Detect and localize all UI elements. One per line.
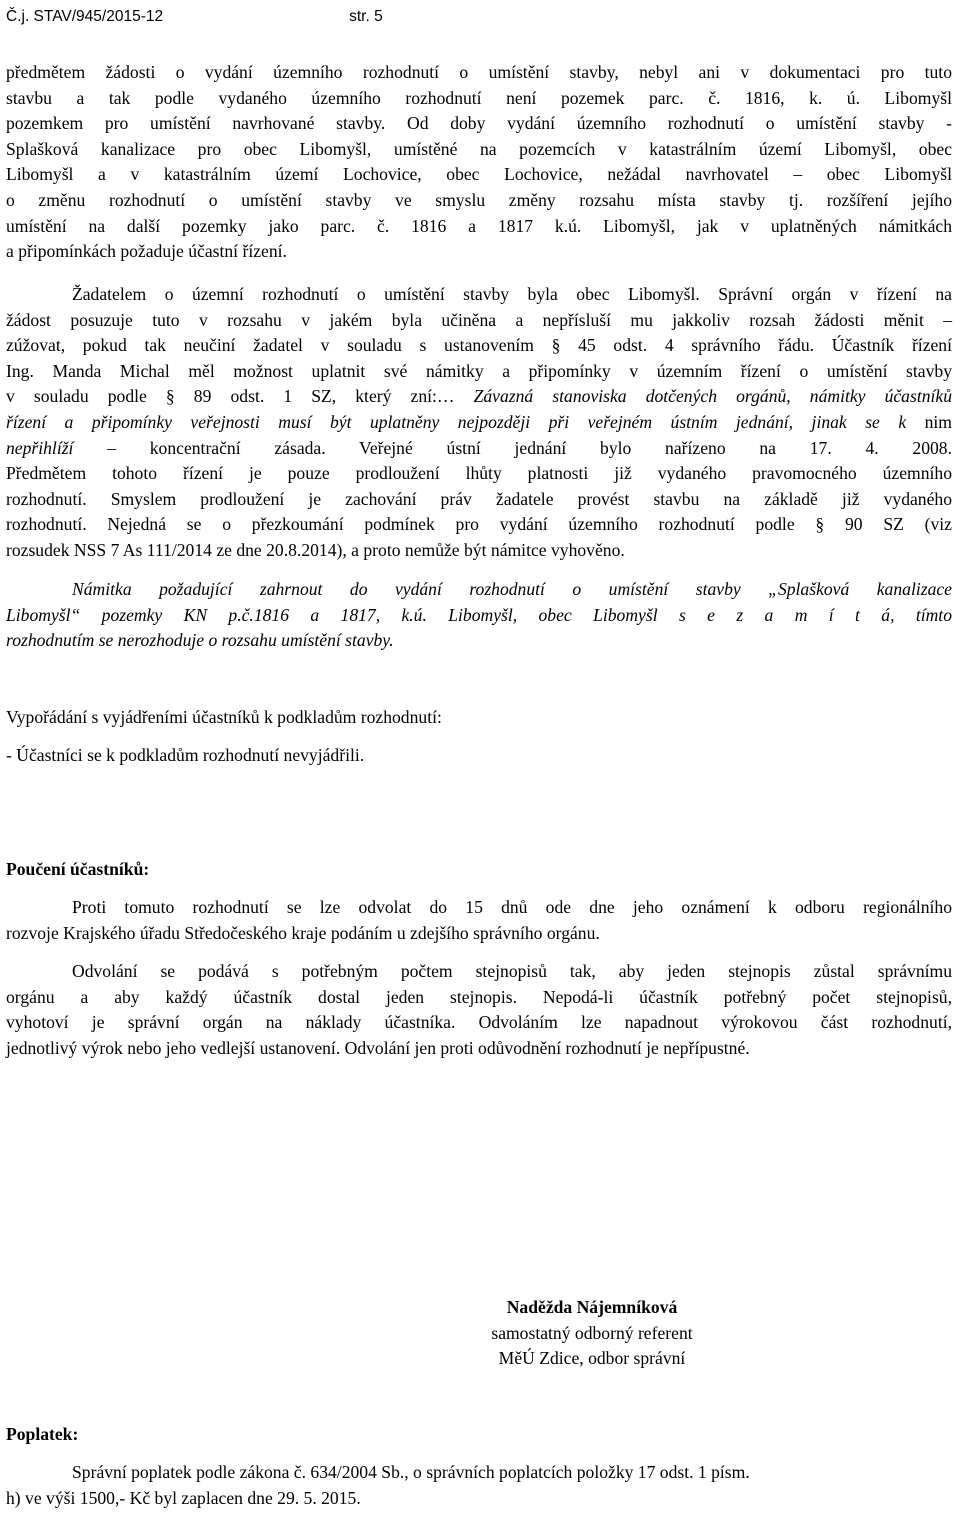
text-line: a připomínkách požaduje účastní řízení. (6, 241, 287, 262)
text-line (6, 436, 952, 462)
signatory-role: samostatný odborný referent (491, 1322, 693, 1343)
signatory-office: MěÚ Zdice, odbor správní (498, 1348, 686, 1369)
text-line: Ing. Manda Michal měl možnost uplatnit své námitky a připomínky v územním řízení o umístění stavby (6, 360, 952, 381)
text-line: orgánu a aby každý účastník dostal jeden stejnopis. Nepodá-li účastník potřebný počet stejnopisů, (6, 986, 952, 1007)
signature-block (112, 1295, 960, 1372)
section-heading-poplatek: Poplatek: (6, 1424, 79, 1444)
text-line: pozemkem pro umístění navrhované stavby. Od doby vydání územního rozhodnutí o umístění stavby - (6, 113, 952, 134)
text-line: jednotlivý výrok nebo jeho vedlejší ustanovení. Odvolání jen proti odůvodnění rozhodnutí je nepřípustné. (6, 1037, 750, 1058)
paragraph-pouceni-2 (6, 959, 952, 1061)
text-line: rozhodnutím se nerozhoduje o rozsahu umístění stavby. (6, 630, 394, 651)
text-line: vyhotoví je správní orgán na náklady účastníka. Odvoláním lze napadnout výrokovou část rozhodnutí, (6, 1012, 952, 1033)
paragraph-pouceni-1 (6, 895, 952, 946)
text-line (6, 384, 952, 410)
section-heading-pouceni: Poučení účastníků: (6, 859, 150, 879)
text-line: stavbu a tak podle vydaného územního rozhodnutí není pozemek parc. č. 1816, k. ú. Libomyšl (6, 87, 952, 108)
paragraph-2 (6, 282, 952, 564)
text-line: Odvolání se podává s potřebným počtem stejnopisů tak, aby jeden stejnopis zůstal správnímu (72, 961, 952, 981)
text-line: předmětem žádosti o vydání územního rozhodnutí o umístění stavby, nebyl ani v dokumentaci pro tuto (6, 62, 952, 82)
text-line (6, 410, 952, 436)
text-line: o změnu rozhodnutí o umístění stavby ve smyslu změny rozsahu místa stavby tj. rozšíření jejího (6, 189, 952, 210)
text-line: zúžovat, pokud tak neučiní žadatel v souladu s ustanovením § 45 odst. 4 správního řádu. Účastník řízení (6, 335, 952, 356)
text-line: Žadatelem o územní rozhodnutí o umístění stavby byla obec Libomyšl. Správní orgán v řízení na (72, 284, 952, 304)
vyporadani-item: - Účastníci se k podkladům rozhodnutí nevyjádřili. (6, 745, 365, 765)
paragraph-1 (6, 60, 952, 265)
text-line: Předmětem tohoto řízení je pouze prodloužení lhůty platnosti již vydaného pravomocného územního (6, 463, 952, 484)
text-line: umístění na další pozemky jako parc. č. 1816 a 1817 k.ú. Libomyšl, jak v uplatněných námitkách (6, 215, 952, 236)
text-line: rozvoje Krajského úřadu Středočeského kraje podáním u zdejšího správního orgánu. (6, 922, 600, 943)
text-span: Libomyšl“ pozemky KN p.č.1816 a 1817, k.ú. Libomyšl, obec Libomyšl (6, 604, 679, 625)
text-line (6, 603, 952, 629)
text-span: tímto (894, 604, 952, 625)
paragraph-objection (6, 577, 952, 654)
text-line: Proti tomuto rozhodnutí se lze odvolat do 15 dnů ode dne jeho oznámení k odboru regionálního (72, 897, 952, 917)
text-line: rozhodnutí. Nejedná se o přezkoumání podmínek pro vydání územního rozhodnutí podle § 90 SZ (viz (6, 514, 952, 535)
text-line: žádost posuzuje tuto v rozsahu v jakém byla učiněna a nepřísluší mu jakkoliv rozsah žádosti měnit – (6, 309, 952, 330)
text-line: Námitka požadující zahrnout do vydání rozhodnutí o umístění stavby „Splašková kanalizace (72, 579, 952, 599)
quoted-law-text: nepřihlíží (6, 437, 74, 458)
text-line: rozsudek NSS 7 As 111/2014 ze dne 20.8.2014), a proto nemůže být námitce vyhověno. (6, 539, 625, 560)
page-header (6, 4, 383, 30)
text-line: rozhodnutí. Smyslem prodloužení je zachování práv žadatele provést stavbu na základě již vydaného (6, 488, 952, 509)
page-number: str. 5 (349, 8, 383, 25)
text-span: – koncentrační zásada. Veřejné ústní jednání bylo nařízeno na 17. 4. 2008. (73, 437, 952, 458)
quoted-law-text: řízení a připomínky veřejnosti musí být uplatněny nejpozději při veřejném ústním jednání, jinak se k (6, 411, 907, 432)
text-line: h) ve výši 1500,- Kč byl zaplacen dne 29. 5. 2015. (6, 1487, 361, 1508)
text-span: v souladu podle § 89 odst. 1 SZ, který zní:… (6, 386, 474, 407)
section-heading-vyporadani: Vypořádání s vyjádřeními účastníků k podkladům rozhodnutí: (6, 707, 442, 727)
rejection-term: s e z a m í t á, (678, 604, 895, 625)
paragraph-poplatek (6, 1460, 952, 1511)
text-line: Splašková kanalizace pro obec Libomyšl, umístěné na pozemcích v katastrálním území Libomyšl, obec (6, 138, 952, 159)
text-line: Libomyšl a v katastrálním území Lochovice, obec Lochovice, nežádal navrhovatel – obec Libomyšl (6, 164, 952, 185)
signatory-name: Naděžda Nájemníková (506, 1297, 678, 1317)
text-line: Správní poplatek podle zákona č. 634/2004 Sb., o správních poplatcích položky 17 odst. 1 písm. (72, 1462, 750, 1482)
text-span: nim (906, 411, 952, 432)
quoted-law-text: Závazná stanoviska dotčených orgánů, námitky účastníků (473, 386, 953, 407)
case-number: Č.j. STAV/945/2015-12 (6, 8, 164, 25)
